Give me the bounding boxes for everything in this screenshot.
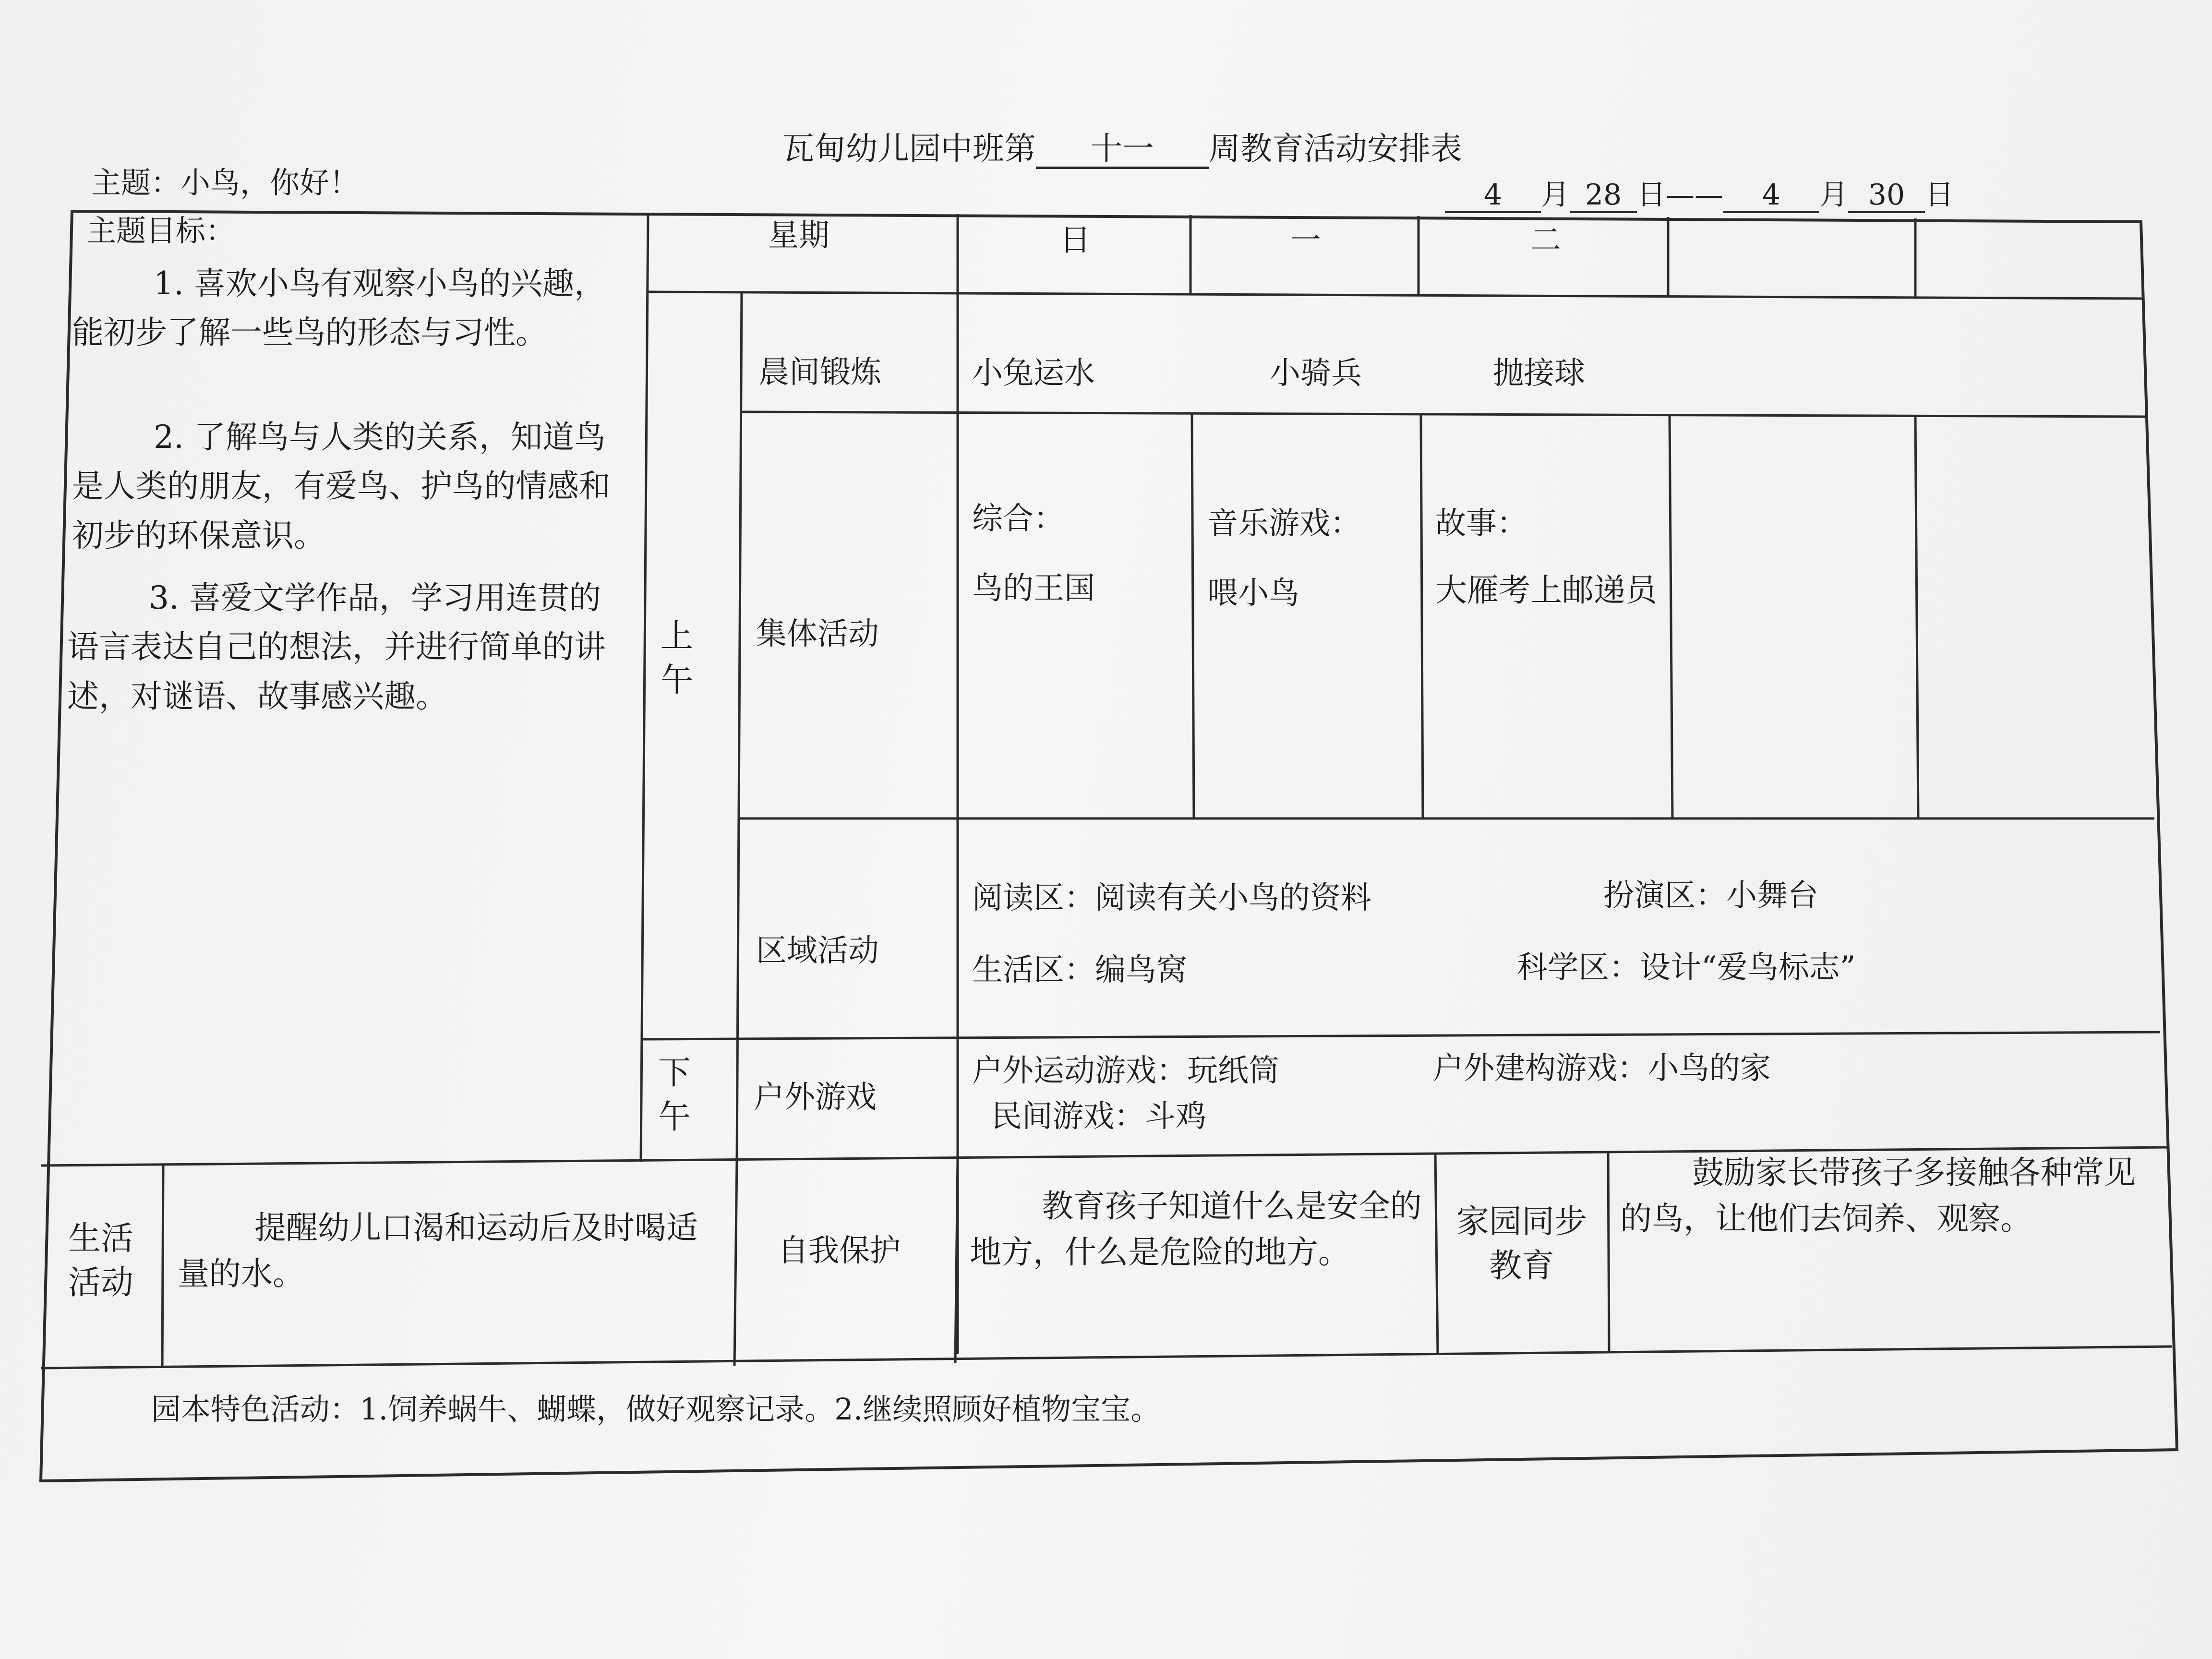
morning-item: 抛接球 — [1493, 356, 1585, 391]
day-label: 日 — [1637, 178, 1666, 212]
start-month: 4 — [1445, 179, 1541, 213]
feature-activity: 园本特色活动：1.饲养蜗牛、蝴蝶，做好观察记录。2.继续照顾好植物宝宝。 — [151, 1392, 1161, 1427]
end-day: 30 — [1848, 179, 1925, 213]
morning-item: 小骑兵 — [1270, 356, 1362, 391]
outdoor-item: 户外运动游戏：玩纸筒 — [972, 1053, 1279, 1089]
group-type: 综合： — [972, 501, 1064, 537]
day-monday: 一 — [1290, 223, 1321, 258]
life-label: 生活活动 — [68, 1220, 133, 1302]
day-sunday: 日 — [1060, 223, 1091, 258]
start-day: 28 — [1570, 179, 1637, 213]
date-dash: —— — [1666, 178, 1723, 212]
date-range — [1445, 179, 1954, 213]
goal-item: 3. 喜爱文学作品，学习用连贯的语言表达自己的想法，并进行简单的讲述，对谜语、故事感兴趣。 — [67, 579, 606, 715]
group-label: 集体活动 — [756, 616, 879, 652]
end-month: 4 — [1723, 179, 1819, 213]
goal-item: 2. 了解鸟与人类的关系，知道鸟是人类的朋友，有爱鸟、护鸟的情感和初步的环保意识。 — [72, 419, 611, 554]
page-title — [782, 131, 1462, 169]
life-text: 提醒幼儿口渴和运动后及时喝适量的水。 — [178, 1209, 698, 1292]
group-activity: 大雁考上邮递员 — [1435, 572, 1657, 609]
title-prefix: 瓦甸幼儿园中班第 — [782, 130, 1036, 167]
morning-label: 晨间锻炼 — [758, 355, 881, 390]
month-label: 月 — [1819, 178, 1848, 212]
area-label: 区域活动 — [756, 933, 879, 969]
outdoor-item: 户外建构游戏：小鸟的家 — [1433, 1051, 1771, 1086]
area-item: 科学区：设计“爱鸟标志” — [1517, 950, 1856, 986]
weekday-header: 星期 — [768, 218, 830, 253]
outdoor-label: 户外游戏 — [754, 1080, 877, 1115]
month-label: 月 — [1541, 178, 1570, 212]
morning-item: 小兔运水 — [972, 356, 1095, 391]
area-item: 生活区：编鸟窝 — [972, 952, 1187, 988]
group-activity: 喂小鸟 — [1207, 576, 1299, 611]
day-label: 日 — [1925, 178, 1954, 212]
theme-label: 主题：小鸟，你好！ — [91, 165, 360, 200]
self-protect-text: 教育孩子知道什么是安全的地方，什么是危险的地方。 — [970, 1188, 1422, 1271]
day-tuesday: 二 — [1530, 223, 1561, 258]
home-text: 鼓励家长带孩子多接触各种常见的鸟，让他们去饲养、观察。 — [1620, 1154, 2136, 1237]
self-protect-label: 自我保护 — [778, 1233, 901, 1269]
goals-heading: 主题目标： — [86, 213, 236, 248]
period-pm: 下午 — [658, 1054, 691, 1136]
area-item: 阅读区：阅读有关小鸟的资料 — [972, 880, 1371, 916]
group-type: 故事： — [1435, 506, 1527, 541]
goal-item: 1. 喜欢小鸟有观察小鸟的兴趣，能初步了解一些鸟的形态与习性。 — [72, 265, 606, 351]
week-number: 十一 — [1036, 132, 1209, 169]
group-activity: 鸟的王国 — [972, 571, 1095, 606]
home-label: 家园同步教育 — [1456, 1203, 1587, 1285]
outdoor-item: 民间游戏：斗鸡 — [991, 1099, 1206, 1134]
group-type: 音乐游戏： — [1207, 506, 1361, 541]
area-item: 扮演区：小舞台 — [1603, 878, 1818, 914]
period-am: 上午 — [660, 617, 693, 699]
title-suffix: 周教育活动安排表 — [1209, 130, 1462, 167]
